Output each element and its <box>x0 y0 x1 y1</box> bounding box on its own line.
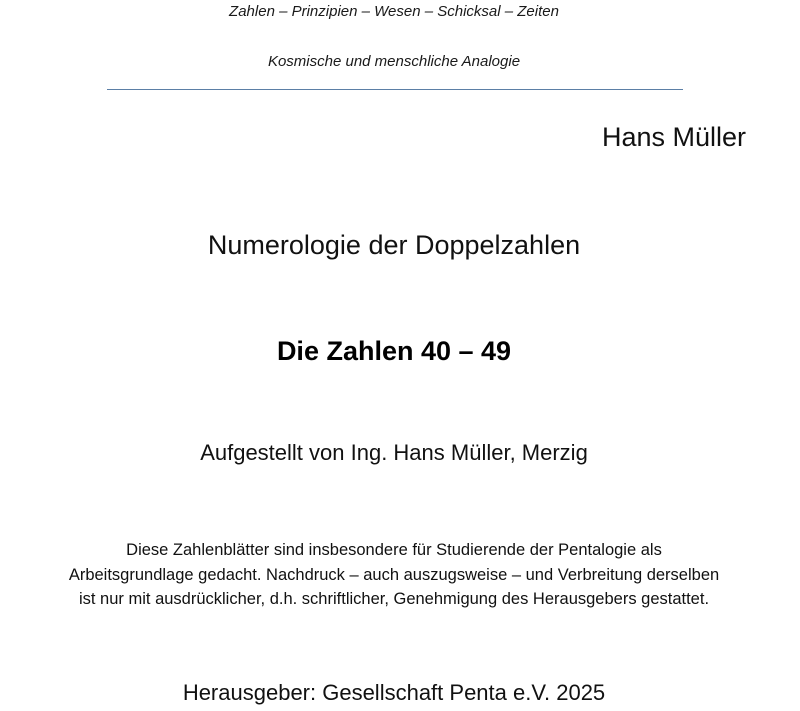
header-divider <box>107 89 683 90</box>
notice-line: ist nur mit ausdrücklicher, d.h. schriftlicher, Genehmigung des Herausgebers gestattet. <box>78 590 710 608</box>
document-subtitle: Numerologie der Doppelzahlen <box>207 230 581 260</box>
compiled-by: Aufgestellt von Ing. Hans Müller, Merzig <box>200 440 588 465</box>
author-name: Hans Müller <box>601 122 746 152</box>
publisher-line: Herausgeber: Gesellschaft Penta e.V. 2025 <box>182 680 606 705</box>
header-subtitle: Kosmische und menschliche Analogie <box>267 53 521 70</box>
header-topics: Zahlen – Prinzipien – Wesen – Schicksal – Zeiten <box>229 3 559 20</box>
notice-line: Arbeitsgrundlage gedacht. Nachdruck – auch auszugsweise – und Verbreitung derselben <box>68 565 720 584</box>
notice-line: Diese Zahlenblätter sind insbesondere für Studierende der Pentalogie als <box>126 541 662 559</box>
document-title: Die Zahlen 40 – 49 <box>276 336 512 366</box>
copyright-notice <box>20 538 768 612</box>
